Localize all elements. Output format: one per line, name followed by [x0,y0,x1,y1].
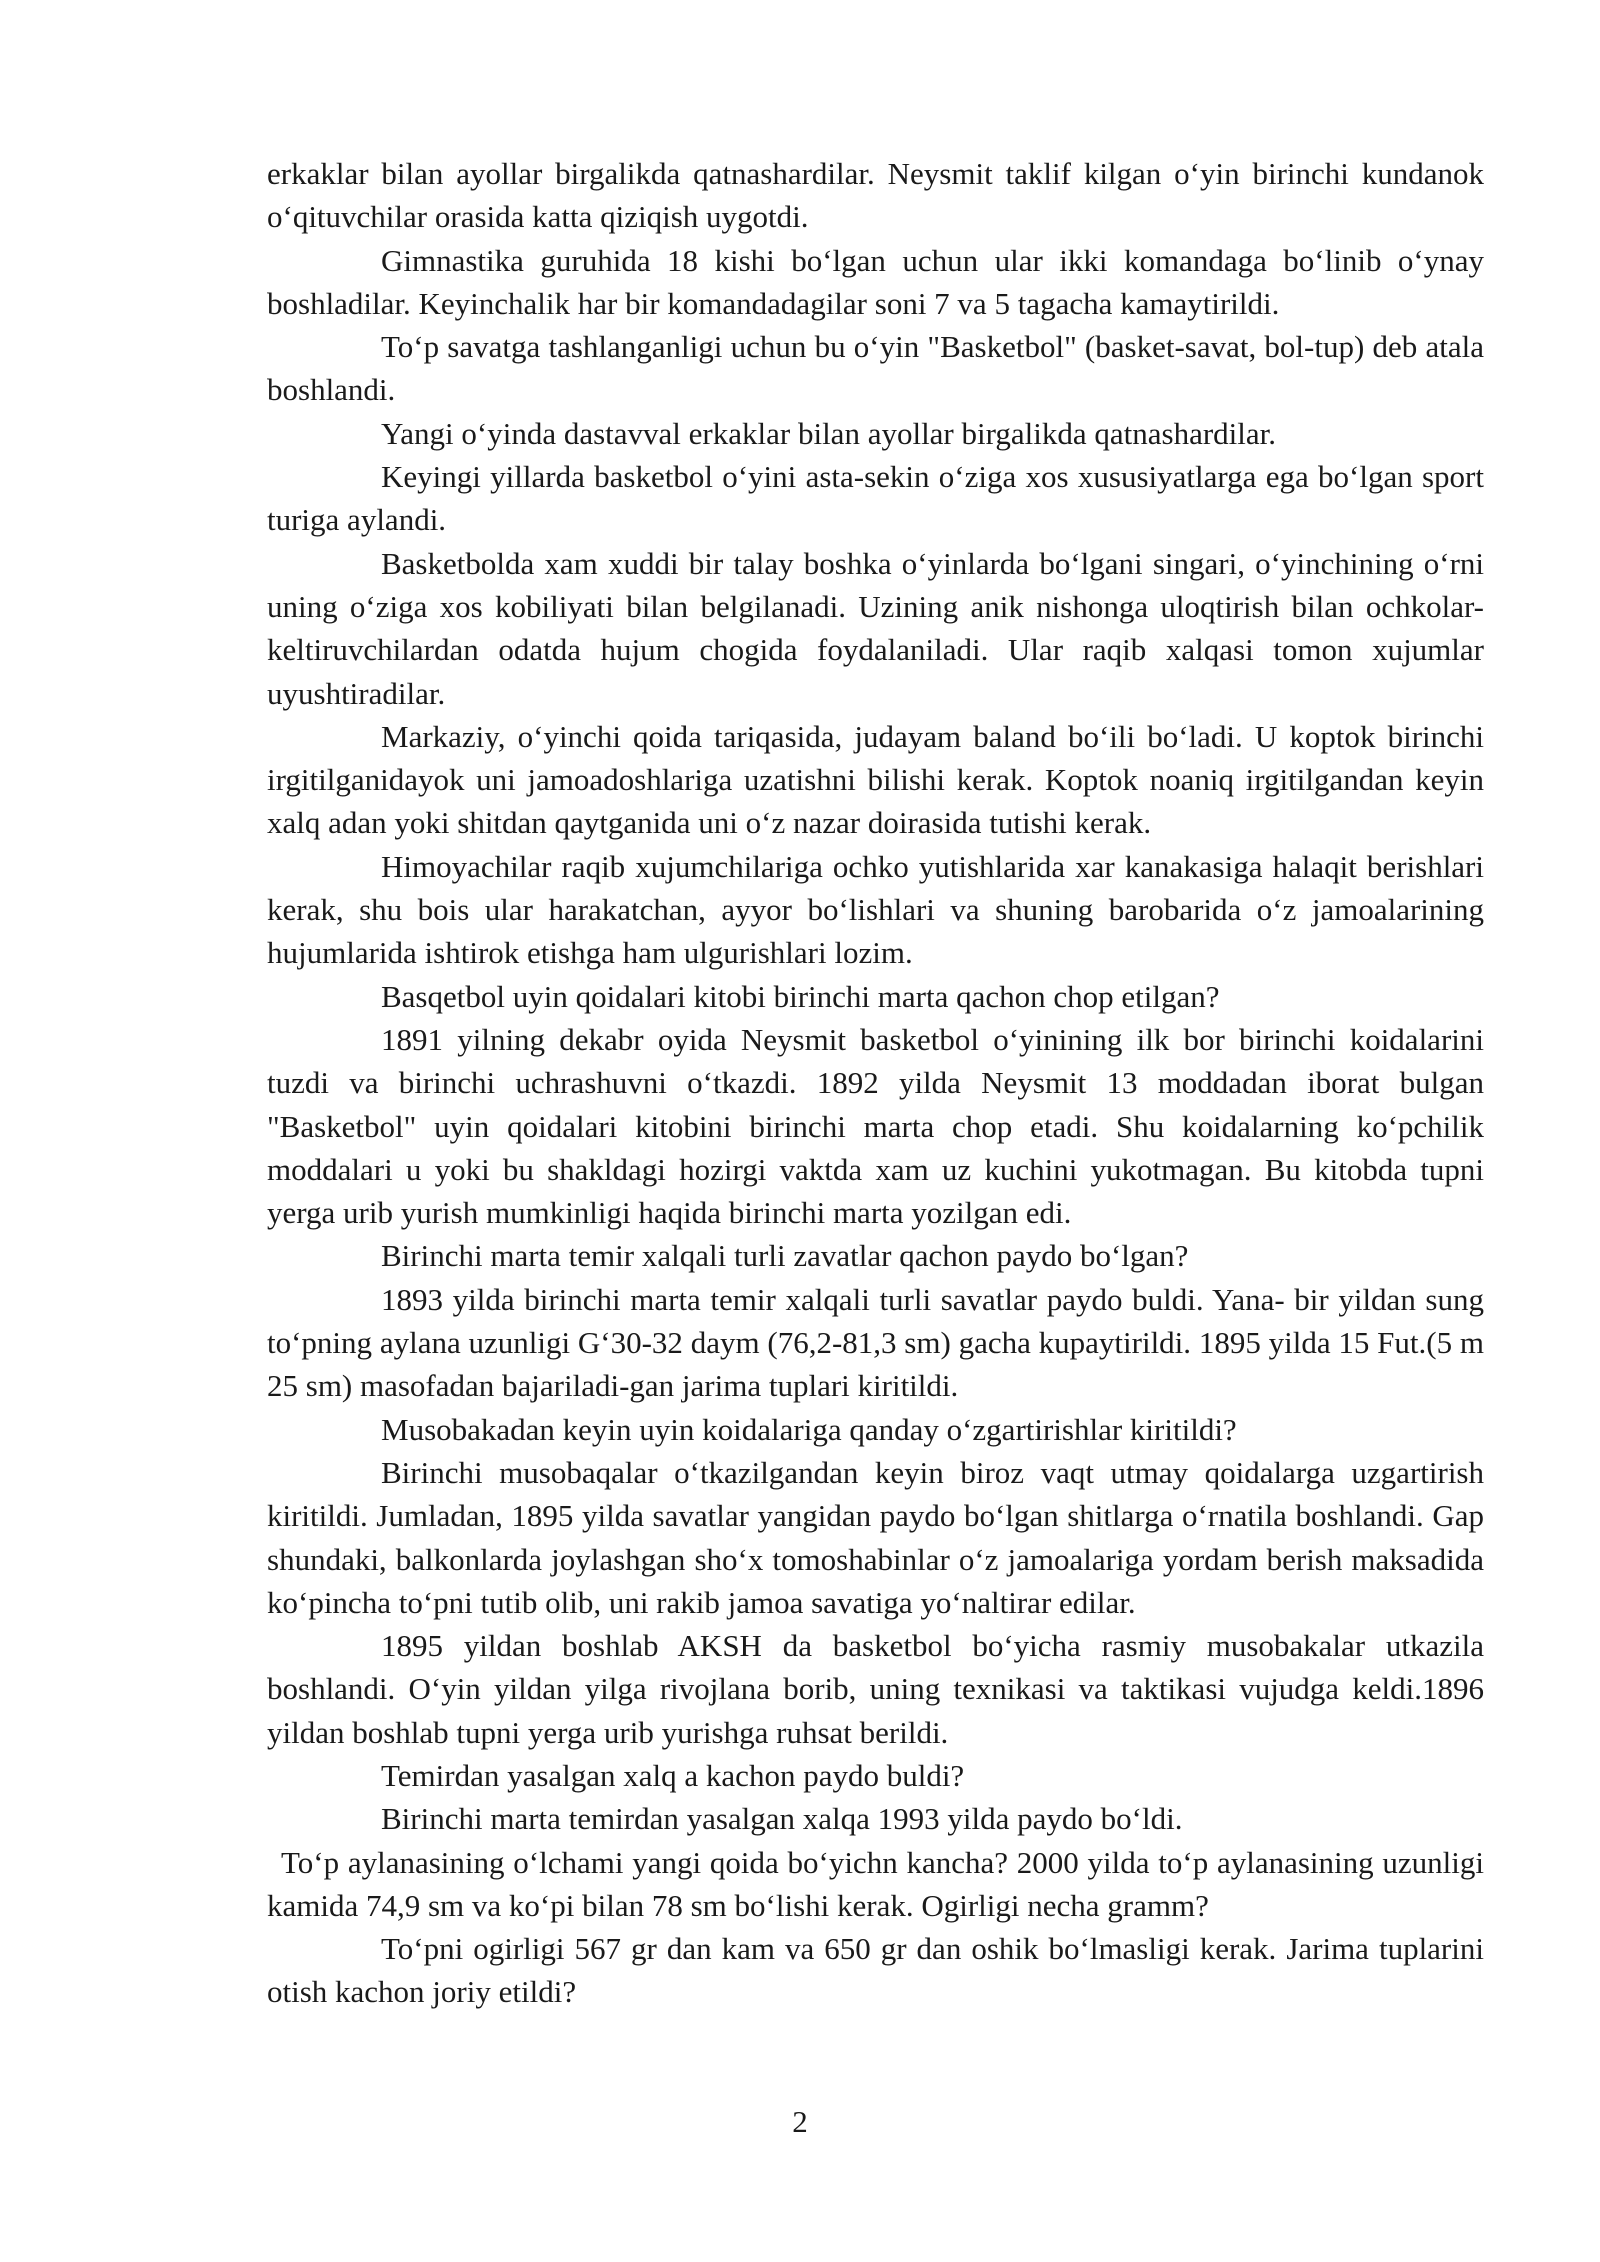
paragraph: To‘p savatga tashlanganligi uchun bu o‘yin "Basketbol" (basket-savat, bol-tup) deb atala boshlandi. [267,329,1484,408]
paragraph: Himoyachilar raqib xujumchilariga ochko yutishlarida xar kanakasiga halaqit berishlari kerak, shu bois ular harakatchan, ayyor bo‘lishlari va shuning barobarida o‘z jamoalarining hujumlarida ishtirok etishga ham ulgurishlari lozim. [267,848,1484,971]
paragraph: To‘p aylanasining o‘lchami yangi qoida bo‘yichn kancha? 2000 yilda to‘p aylanasining uzunligi kamida 74,9 sm va ko‘pi bilan 78 sm bo‘lishi kerak. Ogirligi necha gramm? [267,1844,1484,1923]
paragraph: Basketbolda xam xuddi bir talay boshka o‘yinlarda bo‘lgani singari, o‘yinchining o‘rni uning o‘ziga xos kobiliyati bilan belgilanadi. Uzining anik nishonga uloqtirish bilan ochkolar- keltiruvchilardan odatda hujum chogida foydalaniladi. Ular raqib xalqasi tomon xujumlar uyushtiradilar. [267,545,1484,711]
paragraph: Markaziy, o‘yinchi qoida tariqasida, judayam baland bo‘ili bo‘ladi. U koptok birinchi irgitilganidayok uni jamoadoshlariga uzatishni bilishi kerak. Koptok noaniq irgitilgandan keyin xalq adan yoki shitdan qaytganida uni o‘z nazar doirasida tutishi kerak. [267,718,1484,841]
paragraph: 1893 yilda birinchi marta temir xalqali turli savatlar paydo buldi. Yana- bir yildan sung to‘pning aylana uzunligi G‘30-32 daym (76,2-81,3 sm) gacha kupaytirildi. 1895 yilda 15 Fut.(5 m 25 sm) masofadan bajariladi-gan jarima tuplari kiritildi. [267,1281,1484,1404]
body-text [267,152,1484,2014]
paragraph: Yangi o‘yinda dastavval erkaklar bilan ayollar birgalikda qatnashardilar. [381,415,1277,451]
question-heading: Basqetbol uyin qoidalari kitobi birinchi marta qachon chop etilgan? [381,978,1220,1014]
paragraph: Birinchi musobaqalar o‘tkazilgandan keyin biroz vaqt utmay qoidalarga uzgartirish kiritildi. Jumladan, 1895 yilda savatlar yangidan paydo bo‘lgan shitlarga o‘rnatila boshlandi. Gap shundaki, balkonlarda joylashgan sho‘x tomoshabinlar o‘z jamoalariga yordam berish maksadida ko‘pincha to‘pni tutib olib, uni rakib jamoa savatiga yo‘naltirar edilar. [267,1454,1484,1620]
paragraph: 1895 yildan boshlab AKSH da basketbol bo‘yicha rasmiy musobakalar utkazila boshlandi. O‘yin yildan yilga rivojlana borib, uning texnikasi va taktikasi vujudga keldi.1896 yildan boshlab tupni yerga urib yurishga ruhsat berildi. [267,1628,1484,1750]
page-number: 2 [792,2104,808,2139]
paragraph: erkaklar bilan ayollar birgalikda qatnashardilar. Neysmit taklif kilgan o‘yin birinchi kundanok o‘qituvchilar orasida katta qiziqish uygotdi. [267,156,1484,235]
question-heading: Birinchi marta temir xalqali turli zavatlar qachon paydo bo‘lgan? [381,1238,1189,1274]
question-heading: Musobakadan keyin uyin koidalariga qanday o‘zgartirishlar kiritildi? [381,1411,1237,1447]
question-heading: Temirdan yasalgan xalq a kachon paydo buldi? [381,1757,965,1793]
paragraph: To‘pni ogirligi 567 gr dan kam va 650 gr dan oshik bo‘lmasligi kerak. Jarima tuplarini otish kachon joriy etildi? [267,1931,1484,2010]
paragraph: Keyingi yillarda basketbol o‘yini asta-sekin o‘ziga xos xususiyatlarga ega bo‘lgan sport turiga aylandi. [267,459,1484,538]
paragraph: 1891 yilning dekabr oyida Neysmit basketbol o‘yinining ilk bor birinchi koidalarini tuzdi va birinchi uchrashuvni o‘tkazdi. 1892 yilda Neysmit 13 moddadan iborat bulgan "Basketbol" uyin qoidalari kitobini birinchi marta chop etadi. Shu koidalarning ko‘pchilik moddalari u yoki bu shakldagi hozirgi vaktda xam uz kuchini yukotmagan. Bu kitobda tupni yerga urib yurish mumkinligi haqida birinchi marta yozilgan edi. [267,1021,1484,1231]
paragraph: Gimnastika guruhida 18 kishi bo‘lgan uchun ular ikki komandaga bo‘linib o‘ynay boshladilar. Keyinchalik har bir komandadagilar soni 7 va 5 tagacha kamaytirildi. [267,242,1484,321]
paragraph: Birinchi marta temirdan yasalgan xalqa 1993 yilda paydo bo‘ldi. [381,1801,1183,1837]
